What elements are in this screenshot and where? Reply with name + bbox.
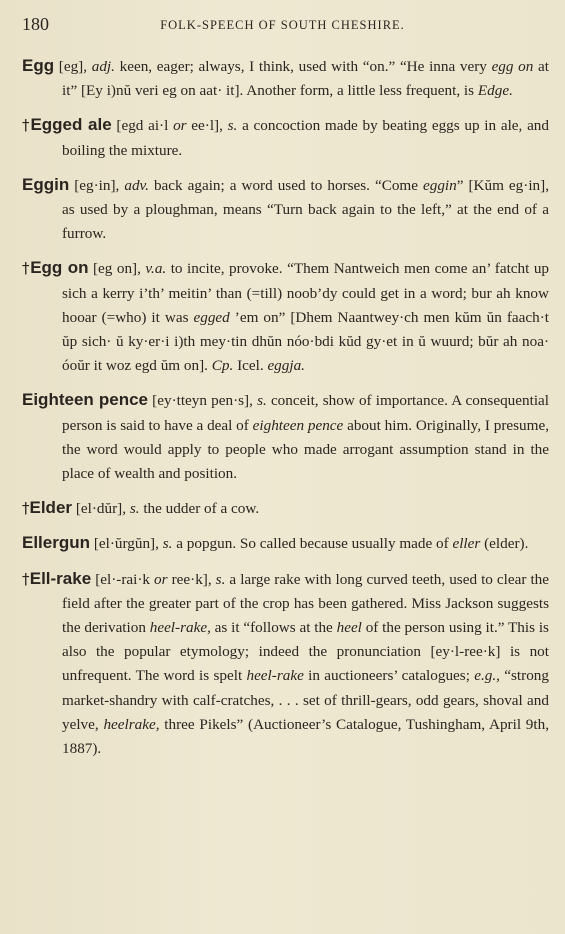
italic-text: s.: [257, 392, 267, 410]
entry-text: three Pikels” (Auctioneer’s Catalogue, Tushingham, April 9th, 1887).: [62, 715, 550, 758]
italic-text: v.a.: [145, 260, 167, 278]
entry-text: about him. Originally, I presume, the word would apply to people who made arrogant assumption stand in the place of wealth and position.: [62, 416, 549, 483]
entry-text: “strong market-shandry with calf-cratches, . . . set of thrill-gears, odd gears, shoval and yelve,: [62, 667, 549, 733]
glossary-entry: [22, 54, 549, 103]
glossary-entry: [22, 388, 549, 486]
entry-text: Icel.: [233, 357, 268, 375]
italic-text: heel: [336, 619, 362, 637]
italic-text: heel-rake,: [149, 619, 211, 637]
entry-text: to incite, provoke. “Them Nantweich men come an’ fatcht up sich a kerry i’th’ meitin’ than (=till) noob’dy could get in a word; bur ah know hooar (=who) it was: [62, 260, 550, 326]
italic-text: egged: [193, 308, 230, 326]
entry-headword: Ellergun: [22, 533, 91, 553]
italic-text: heel-rake: [246, 667, 304, 685]
italic-text: eggja.: [267, 357, 305, 375]
glossary-entry: [22, 256, 549, 378]
entry-text: [ey·tteyn pen·s],: [148, 392, 258, 410]
running-title: FOLK-SPEECH OF SOUTH CHESHIRE.: [160, 18, 405, 32]
entry-text: [eg on],: [88, 260, 146, 278]
entry-headword: Eggin: [22, 174, 70, 194]
page-number: 180: [22, 14, 49, 34]
glossary-entries: [22, 54, 549, 771]
italic-text: adv.: [124, 176, 149, 194]
entry-text: as it “follows at the: [210, 619, 337, 637]
italic-text: e.g.,: [474, 667, 500, 685]
glossary-entry: [22, 173, 549, 247]
italic-text: egg on: [491, 58, 534, 75]
italic-text: eggin: [423, 176, 457, 194]
entry-headword: Elder: [29, 498, 73, 518]
italic-text: eller: [452, 535, 481, 553]
dagger-mark: †: [22, 569, 30, 588]
entry-text: in auctioneers’ catalogues;: [303, 667, 475, 685]
dagger-mark: †: [22, 499, 30, 518]
entry-text: [el·dŭr],: [72, 500, 130, 518]
entry-headword: Eighteen pence: [22, 390, 149, 410]
italic-text: s.: [162, 535, 173, 553]
entry-text: a concoction made by beating eggs up in ale, and boiling the mixture.: [62, 117, 549, 159]
entry-text: ’em on” [Dhem Naantwey·ch men kŭm ŭn faach·t ŭp sich· ŭ ky·er·i i)th mey·tin dhŭn nóo·bdi kŭd gy·et in ŭ wuurd; bŭr ah noa· óoŭr it woz egd ŭm on].: [62, 308, 549, 375]
italic-text: or: [173, 117, 187, 135]
entry-text: the udder of a cow.: [139, 500, 260, 518]
glossary-entry: [22, 496, 549, 521]
glossary-entry: [22, 531, 549, 556]
italic-text: eighteen pence: [252, 416, 344, 434]
entry-text: conceit, show of importance. A consequential person is said to have a deal of: [62, 392, 549, 434]
entry-text: [egd ai·l: [111, 117, 174, 135]
entry-text: ree·k],: [167, 570, 216, 588]
italic-text: heelrake,: [103, 715, 160, 733]
entry-text: of the person using it.” This is also the popular etymology; indeed the pronunciation [ey·l-ree·k] is not unfrequent. The word is spelt: [62, 619, 549, 685]
entry-headword: Egged ale: [30, 115, 112, 135]
entry-text: ee·l],: [186, 117, 228, 135]
entry-text: keen, eager; always, I think, used with “on.” “He inna very: [114, 58, 492, 75]
italic-text: Edge.: [477, 82, 513, 100]
entry-text: (elder).: [480, 535, 529, 553]
entry-text: [el·-rai·k: [91, 570, 155, 588]
entry-text: [eg·in],: [69, 176, 125, 194]
entry-text: a popgun. So called because usually made of: [172, 535, 453, 553]
italic-text: Cp.: [211, 357, 234, 375]
italic-text: s.: [227, 117, 238, 135]
entry-text: back again; a word used to horses. “Come: [148, 176, 423, 194]
dagger-mark: †: [22, 116, 31, 135]
dagger-mark: †: [22, 259, 31, 278]
entry-text: [el·ŭrgŭn],: [90, 535, 163, 553]
italic-text: s.: [129, 500, 140, 518]
glossary-entry: [22, 567, 549, 762]
glossary-entry: [22, 113, 549, 162]
entry-text: at it” [Ey i)nŭ veri eg on aat· it]. Another form, a little less frequent, is: [62, 58, 549, 100]
italic-text: adj.: [91, 58, 115, 75]
italic-text: s.: [215, 570, 226, 588]
entry-text: a large rake with long curved teeth, used to clear the field after the greater part of the crop has been gathered. Miss Jackson suggests the derivation: [62, 570, 550, 637]
entry-text: [eg],: [54, 58, 92, 75]
entry-headword: Ell-rake: [29, 568, 92, 588]
page-header: [22, 14, 543, 40]
entry-text: ” [Kŭm eg·in], as used by a ploughman, means “Turn back again to the left,” at the end of a furrow.: [62, 176, 549, 243]
entry-headword: Egg on: [30, 258, 89, 278]
italic-text: or: [154, 570, 168, 588]
entry-headword: Egg: [22, 56, 55, 75]
